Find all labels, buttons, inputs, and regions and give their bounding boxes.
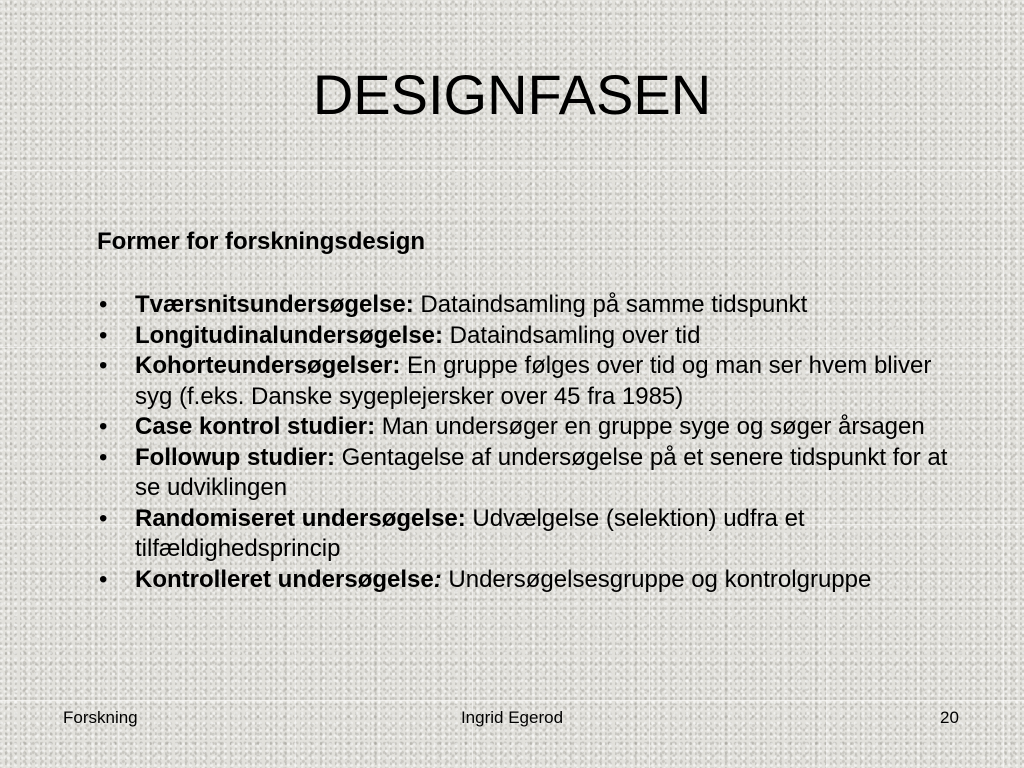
bullet-description: Udvælgelse (selektion) udfra et tilfældighedsprincip — [135, 504, 805, 562]
bullet-marker: • — [99, 413, 108, 440]
bullet-separator: : — [405, 291, 414, 318]
footer-page-number: 20 — [940, 708, 959, 727]
bullet-term: Kontrolleret undersøgelse — [135, 565, 434, 593]
bullet-description: Man undersøger en gruppe syge og søger årsagen — [375, 413, 925, 440]
background-seam — [0, 700, 1024, 701]
bullet-term: Randomiseret undersøgelse — [135, 504, 458, 532]
bullet-separator: : — [367, 413, 376, 440]
background-seam — [0, 170, 1024, 171]
bullet-separator: : — [327, 443, 335, 471]
bullet-description: Undersøgelsesgruppe og kontrolgruppe — [441, 565, 872, 593]
bullet-item — [97, 565, 957, 596]
bullet-item — [97, 443, 957, 504]
bullet-item — [97, 504, 957, 565]
bullet-term: Kohorteundersøgelser — [135, 352, 393, 379]
bullet-term: Longitudinalundersøgelse — [135, 321, 436, 349]
bullet-description: Dataindsamling på samme tidspunkt — [413, 291, 808, 318]
bullet-item — [97, 321, 957, 352]
bullet-description: Gentagelse af undersøgelse på et senere tidspunkt for at se udviklingen — [135, 443, 948, 501]
slide-title: DESIGNFASEN — [312, 63, 712, 126]
bullet-marker: • — [99, 565, 108, 593]
bullet-description: En gruppe følges over tid og man ser hvem bliver syg (f.eks. Danske sygeplejersker over 45 fra 1985) — [135, 352, 932, 410]
bullet-marker: • — [99, 321, 108, 349]
bullet-separator: : — [433, 565, 442, 593]
bullet-description: Dataindsamling over tid — [443, 321, 701, 349]
bullet-term: Case kontrol studier — [135, 413, 368, 440]
bullet-marker: • — [99, 443, 108, 471]
bullet-separator: : — [392, 352, 401, 379]
footer-author: Ingrid Egerod — [460, 708, 564, 727]
footer-left-text: Forskning — [63, 708, 138, 727]
bullet-term: Tværsnitsundersøgelse — [135, 291, 406, 318]
bullet-item — [97, 351, 957, 412]
bullet-separator: : — [457, 504, 466, 532]
bullet-marker: • — [99, 352, 108, 379]
bullet-item — [97, 290, 957, 321]
bullet-term: Followup studier — [135, 443, 327, 471]
bullet-marker: • — [99, 504, 108, 532]
bullet-separator: : — [435, 321, 444, 349]
bullet-item — [97, 412, 957, 443]
slide-subtitle: Former for forskningsdesign — [97, 228, 426, 255]
bullet-list — [97, 290, 957, 595]
bullet-marker: • — [99, 291, 108, 318]
